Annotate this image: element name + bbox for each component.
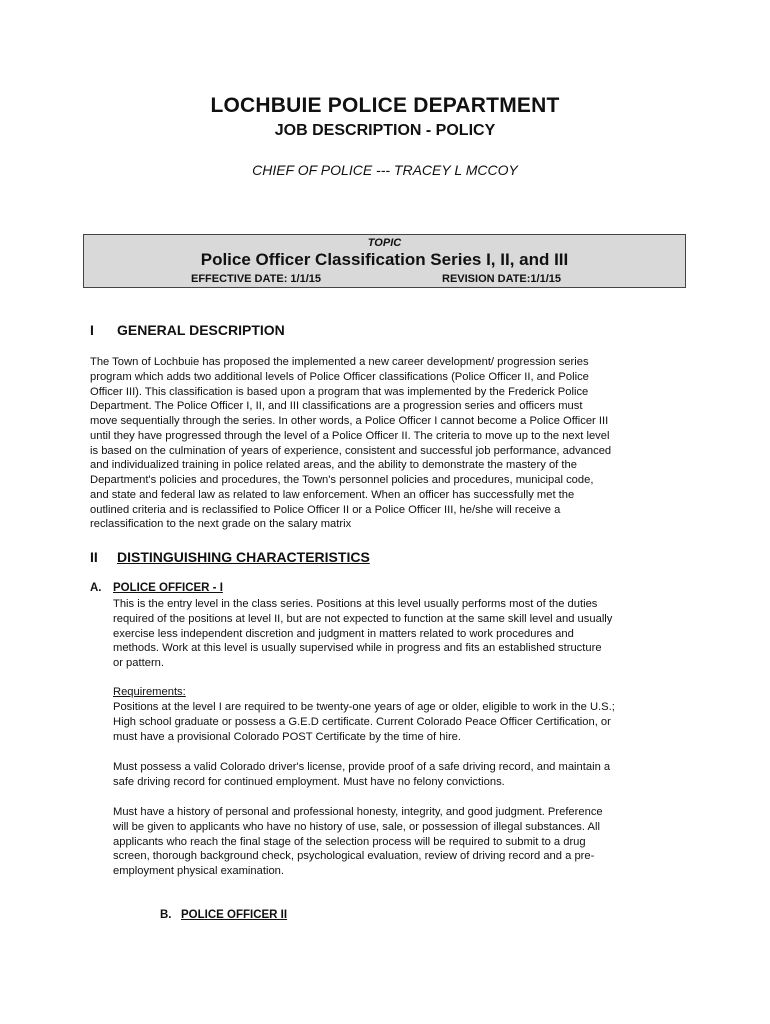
subsection-title: POLICE OFFICER - I	[113, 582, 223, 594]
section-number: II	[90, 549, 98, 565]
topic-label: TOPIC	[367, 237, 402, 249]
text-line: employment physical examination.	[113, 865, 285, 877]
effective-date: EFFECTIVE DATE: 1/1/15	[191, 273, 321, 285]
topic-box	[83, 234, 686, 288]
subsection-letter: B.	[160, 909, 172, 921]
text-line: methods. Work at this level is usually supervised while in progress and fits an established structure	[113, 642, 602, 655]
text-line: and state and federal law as related to law enforcement. When an officer has successfully met the	[90, 488, 575, 501]
text-line: outlined criteria and is reclassified to Police Officer II or a Police Officer III, he/she will receive a	[90, 503, 561, 516]
text-line: until they have progressed through the level of a Police Officer II. The criteria to move up to the next level	[90, 429, 610, 442]
section-number: I	[90, 322, 94, 338]
text-line: must have a provisional Colorado POST Certificate by the time of hire.	[113, 730, 462, 743]
topic-title: Police Officer Classification Series I, II, and III	[200, 250, 569, 269]
text-line: The Town of Lochbuie has proposed the implemented a new career development/ progression series	[90, 356, 589, 368]
text-line: This is the entry level in the class series. Positions at this level usually performs most of the duties	[113, 598, 598, 610]
general-description-paragraph	[90, 355, 690, 532]
text-line: Department. The Police Officer I, II, and III classifications are a progression series and officers must	[90, 400, 583, 413]
officer-1-intro-paragraph	[113, 597, 688, 671]
text-line: will be given to applicants who have no history of use, sale, or possession of illegal substances. All	[113, 820, 600, 833]
text-line: safe driving record for continued employment. Must have no felony convictions.	[113, 775, 505, 788]
subsection-letter: A.	[90, 582, 102, 594]
requirements-label: Requirements:	[113, 686, 186, 698]
revision-date: REVISION DATE:1/1/15	[442, 273, 561, 285]
text-line: Officer III). This classification is based upon a program that was implemented by the Frederick Police	[90, 385, 589, 398]
text-line: exercise less independent discretion and judgment in matters related to work procedures and	[113, 627, 574, 640]
section-title: DISTINGUISHING CHARACTERISTICS	[117, 549, 370, 565]
text-line: Must possess a valid Colorado driver's license, provide proof of a safe driving record, and maintain a	[113, 761, 611, 773]
text-line: Department's policies and procedures, the Town's personnel policies and procedures, municipal code,	[90, 474, 594, 486]
subsection-title: POLICE OFFICER II	[181, 909, 288, 921]
document-type: JOB DESCRIPTION - POLICY	[274, 122, 496, 139]
section-title: GENERAL DESCRIPTION	[117, 322, 285, 338]
text-line: move sequentially through the series. In other words, a Police Officer I cannot become a Police Officer III	[90, 415, 609, 427]
chief-line: CHIEF OF POLICE --- TRACEY L MCCOY	[252, 162, 518, 178]
text-line: program which adds two additional levels of Police Officer classifications (Police Officer II, and Police	[90, 370, 589, 383]
requirements-paragraph-1	[113, 700, 688, 744]
department-title: LOCHBUIE POLICE DEPARTMENT	[210, 94, 560, 117]
text-line: applicants who reach the final stage of the selection process will be required to submit to a drug	[113, 835, 586, 848]
text-line: Must have a history of personal and professional honesty, integrity, and good judgment. Preference	[113, 806, 603, 818]
text-line: and individualized training in police related areas, and the ability to demonstrate the mastery of the	[90, 459, 577, 472]
text-line: or pattern.	[113, 657, 164, 669]
text-line: is based on the culmination of years of experience, consistent and successful job performance, advanced	[90, 444, 612, 457]
text-line: reclassification to the next grade on the salary matrix	[90, 518, 352, 531]
text-line: required of the positions at level II, but are not expected to function at the same skill level and usually	[113, 612, 613, 625]
requirements-paragraph-2	[113, 760, 688, 790]
text-line: Positions at the level I are required to be twenty-one years of age or older, eligible to work in the U.S.;	[113, 701, 615, 713]
text-line: screen, thorough background check, psychological evaluation, review of driving record and a pre-	[113, 850, 595, 863]
requirements-paragraph-3	[113, 805, 688, 879]
text-line: High school graduate or possess a G.E.D certificate. Current Colorado Peace Officer Certification, or	[113, 715, 611, 728]
